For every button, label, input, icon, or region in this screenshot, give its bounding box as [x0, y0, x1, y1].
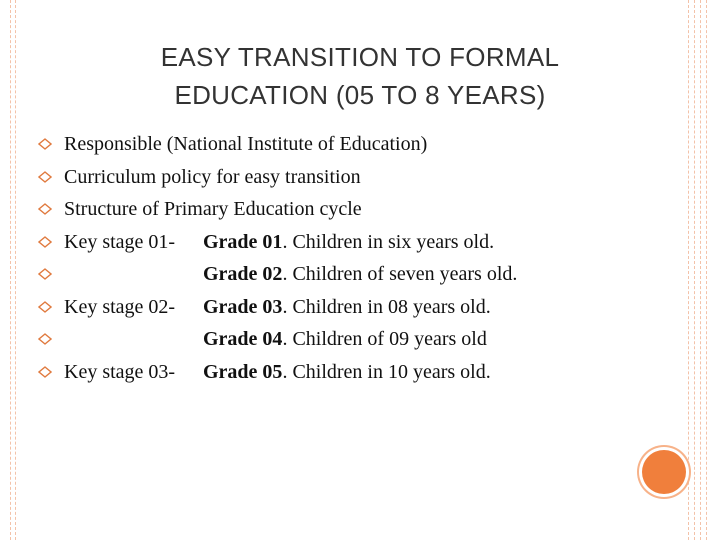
bullet-list	[36, 128, 616, 388]
decorative-circle	[642, 450, 686, 494]
right-decorative-rail	[680, 0, 710, 540]
grade-detail	[203, 226, 494, 259]
grade-description: . Children of 09 years old	[282, 328, 487, 350]
grade-label: Grade 05	[203, 360, 283, 383]
bullet-text: Structure of Primary Education cycle	[64, 198, 362, 220]
grade-detail	[203, 258, 517, 291]
list-item	[36, 258, 616, 291]
grade-detail	[203, 291, 491, 324]
list-item	[36, 323, 616, 356]
diamond-bullet-icon	[36, 193, 56, 226]
diamond-bullet-icon	[36, 258, 56, 291]
left-decorative-border	[10, 0, 16, 540]
grade-detail	[203, 323, 487, 356]
list-item	[36, 193, 616, 226]
title-line-1: EASY TRANSITION TO FORMAL	[160, 42, 560, 72]
list-item	[36, 128, 616, 161]
list-item	[36, 161, 616, 194]
grade-label: Grade 02	[203, 263, 283, 285]
diamond-bullet-icon	[36, 226, 56, 259]
list-item	[36, 356, 616, 389]
diamond-bullet-icon	[36, 323, 56, 356]
diamond-bullet-icon	[36, 291, 56, 324]
list-item	[36, 291, 616, 324]
list-item	[36, 226, 616, 259]
key-stage-label: Key stage 01-	[64, 230, 176, 253]
grade-label: Grade 03	[203, 295, 283, 318]
diamond-bullet-icon	[36, 161, 56, 194]
grade-label: Grade 04	[203, 328, 283, 350]
grade-detail	[203, 356, 491, 389]
grade-description: . Children of seven years old.	[282, 263, 518, 285]
bullet-text: Curriculum policy for easy transition	[64, 165, 361, 188]
bullet-text: Responsible (National Institute of Education)	[64, 133, 428, 155]
grade-description: . Children in six years old.	[282, 230, 495, 253]
key-stage-label: Key stage 03-	[64, 360, 176, 383]
grade-description: . Children in 08 years old.	[282, 295, 491, 318]
grade-label: Grade 01	[203, 230, 283, 253]
slide-title	[60, 38, 660, 114]
key-stage-label: Key stage 02-	[64, 295, 176, 318]
diamond-bullet-icon	[36, 128, 56, 161]
diamond-bullet-icon	[36, 356, 56, 389]
grade-description: . Children in 10 years old.	[282, 360, 491, 383]
title-line-2: EDUCATION (05 TO 8 YEARS)	[174, 80, 546, 110]
